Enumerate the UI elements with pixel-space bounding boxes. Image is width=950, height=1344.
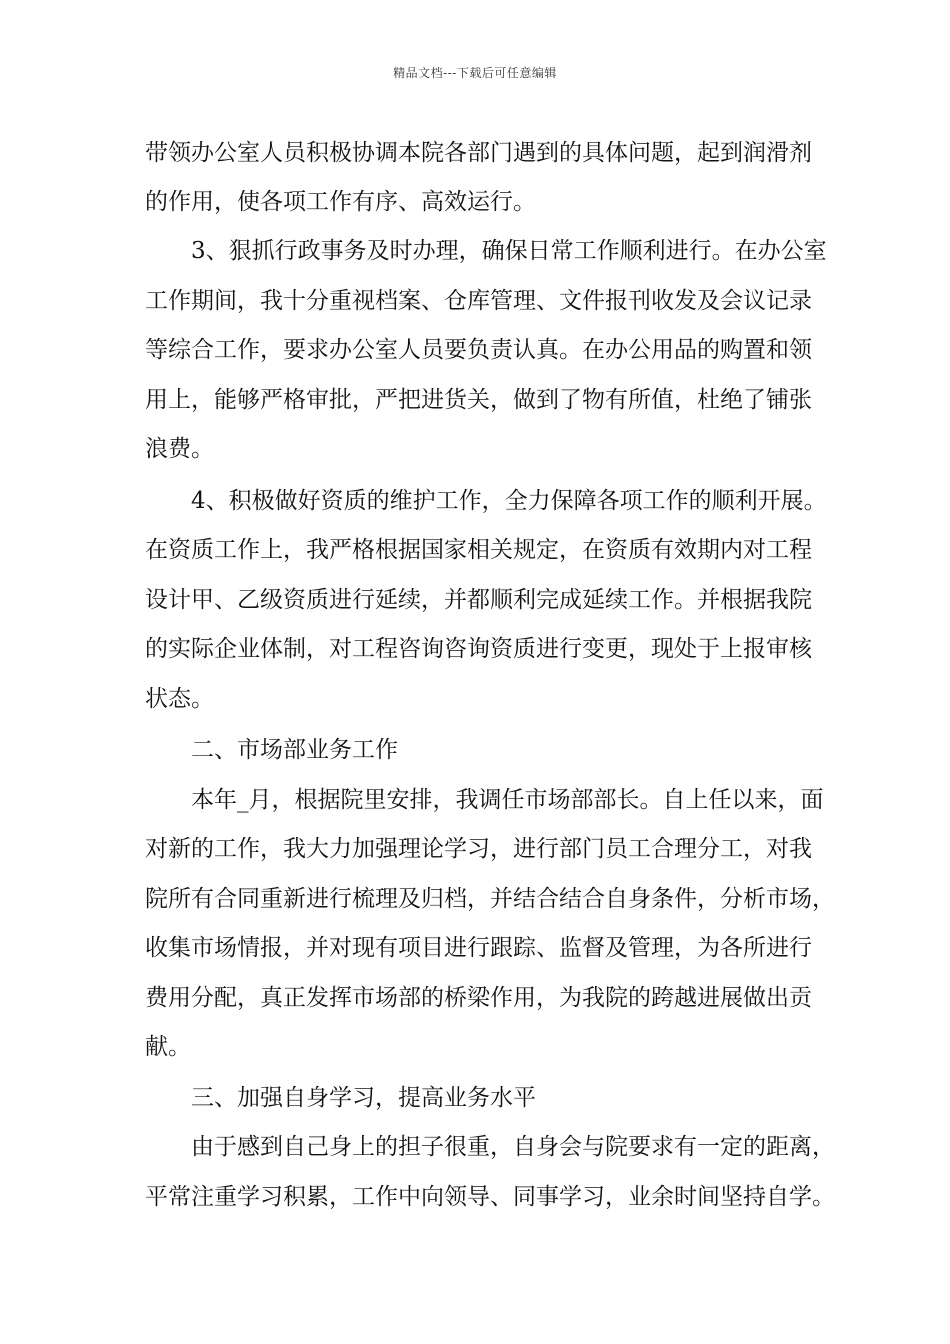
text-line: 对新的工作，我大力加强理论学习，进行部门员工合理分工，对我: [145, 836, 812, 862]
text-line: 用上，能够严格审批，严把进货关，做到了物有所值，杜绝了铺张: [145, 387, 812, 413]
text-line: 的实际企业体制，对工程咨询咨询资质进行变更，现处于上报审核: [145, 636, 812, 662]
text-line: 工作期间，我十分重视档案、仓库管理、文件报刊收发及会议记录: [145, 288, 812, 314]
text-line: 平常注重学习积累，工作中向领导、同事学习，业余时间坚持自学。: [145, 1184, 835, 1210]
section-heading: 二、市场部业务工作: [191, 737, 398, 763]
text-line: 等综合工作，要求办公室人员要负责认真。在办公用品的购置和领: [145, 337, 812, 363]
text-line: 浪费。: [145, 436, 214, 462]
text-line: 本年_月，根据院里安排，我调任市场部部长。自上任以来，面: [191, 787, 824, 813]
page-header: 精品文档---下载后可任意编辑: [393, 66, 557, 80]
section-heading: 三、加强自身学习，提高业务水平: [191, 1085, 536, 1111]
text-line: 献。: [145, 1034, 191, 1060]
text-line: 带领办公室人员积极协调本院各部门遇到的具体问题，起到润滑剂: [145, 140, 812, 166]
text-line: 由于感到自己身上的担子很重，自身会与院要求有一定的距离，: [191, 1134, 835, 1160]
text-line: 的作用，使各项工作有序、高效运行。: [145, 189, 536, 215]
text-line: 状态。: [145, 686, 214, 712]
text-line: 设计甲、乙级资质进行延续，并都顺利完成延续工作。并根据我院: [145, 587, 812, 613]
text-line: 3、狠抓行政事务及时办理，确保日常工作顺利进行。在办公室: [191, 238, 827, 264]
text-line: 收集市场情报，并对现有项目进行跟踪、监督及管理，为各所进行: [145, 935, 812, 961]
text-line: 4、积极做好资质的维护工作，全力保障各项工作的顺利开展。: [191, 488, 827, 514]
text-line: 在资质工作上，我严格根据国家相关规定，在资质有效期内对工程: [145, 537, 812, 563]
text-line: 费用分配，真正发挥市场部的桥梁作用，为我院的跨越进展做出贡: [145, 985, 812, 1011]
text-line: 院所有合同重新进行梳理及归档，并结合结合自身条件，分析市场，: [145, 886, 835, 912]
